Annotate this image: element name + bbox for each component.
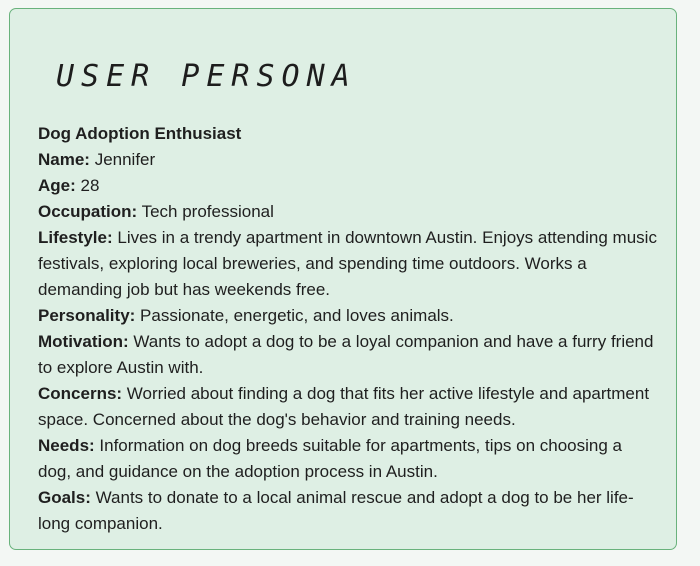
lifestyle-value: Lives in a trendy apartment in downtown Austin. Enjoys attending music festivals, exploring local breweries, and spending time outdoors. Works a demanding job but has weekends free. — [38, 228, 657, 299]
needs-row — [38, 433, 658, 485]
motivation-row — [38, 329, 658, 381]
personality-row — [38, 303, 658, 329]
age-value: 28 — [75, 176, 100, 195]
name-label: Name: — [38, 150, 90, 169]
age-label: Age: — [38, 176, 76, 195]
motivation-label: Motivation: — [38, 332, 129, 351]
concerns-label: Concerns: — [38, 384, 123, 403]
goals-label: Goals: — [38, 488, 91, 507]
occupation-value: Tech professional — [137, 202, 274, 221]
personality-label: Personality: — [38, 306, 136, 325]
needs-value: Information on dog breeds suitable for apartments, tips on choosing a dog, and guidance on the adoption process in Austin. — [38, 436, 623, 481]
motivation-value: Wants to adopt a dog to be a loyal companion and have a furry friend to explore Austin with. — [38, 332, 654, 377]
name-value: Jennifer — [89, 150, 156, 169]
occupation-label: Occupation: — [38, 202, 138, 221]
lifestyle-row — [38, 225, 658, 303]
persona-title: USER PERSONA — [56, 59, 357, 94]
concerns-value: Worried about finding a dog that fits her active lifestyle and apartment space. Concerned about the dog's behavior and training needs. — [38, 384, 650, 429]
concerns-row — [38, 381, 658, 433]
occupation-row — [38, 199, 658, 225]
name-row — [38, 147, 658, 173]
lifestyle-label: Lifestyle: — [38, 228, 113, 247]
persona-heading: Dog Adoption Enthusiast — [38, 124, 242, 143]
persona-details — [38, 121, 658, 537]
goals-row — [38, 485, 658, 537]
persona-card — [9, 8, 677, 550]
needs-label: Needs: — [38, 436, 95, 455]
goals-value: Wants to donate to a local animal rescue and adopt a dog to be her life-long companion. — [38, 488, 634, 533]
age-row — [38, 173, 658, 199]
personality-value: Passionate, energetic, and loves animals. — [135, 306, 454, 325]
